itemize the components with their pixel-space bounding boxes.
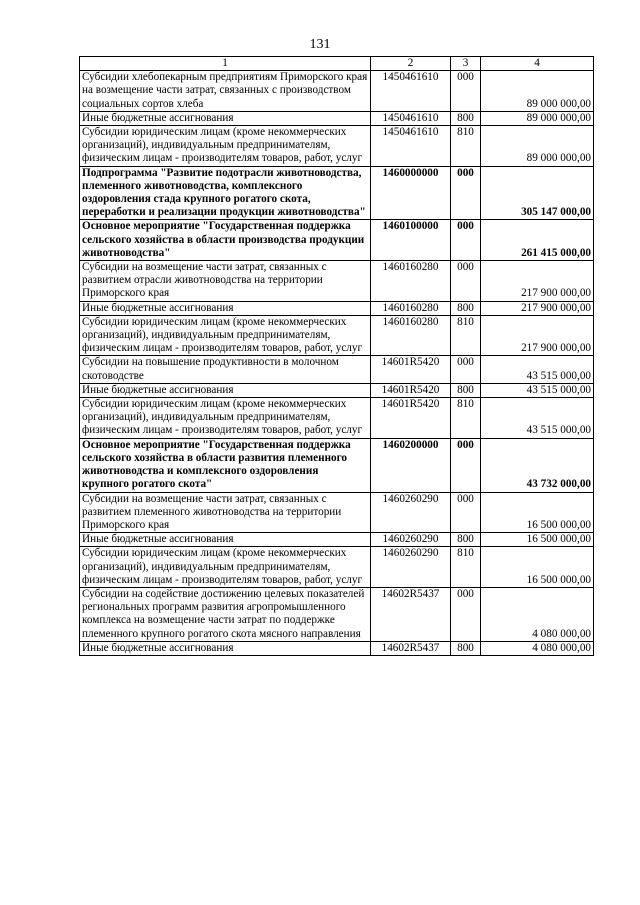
row-amount-cell: 43 515 000,00 xyxy=(481,356,594,383)
table-row xyxy=(80,438,594,492)
row-type-cell: 810 xyxy=(451,126,481,167)
row-amount-cell: 217 900 000,00 xyxy=(481,261,594,302)
row-name-cell: Иные бюджетные ассигнования xyxy=(80,383,371,397)
row-code-cell: 14601R5420 xyxy=(371,356,451,383)
row-name-cell: Субсидии юридическим лицам (кроме некоммерческих организаций), индивидуальным предпринимателям, физическим лицам - производителям товаров, работ, услуг xyxy=(80,126,371,167)
row-code-cell: 1460260290 xyxy=(371,533,451,547)
row-code-cell: 1460000000 xyxy=(371,166,451,220)
row-name-cell: Субсидии на повышение продуктивности в молочном скотоводстве xyxy=(80,356,371,383)
table-row xyxy=(80,587,594,641)
table-header-row xyxy=(80,57,594,71)
row-amount-cell: 261 415 000,00 xyxy=(481,220,594,261)
row-code-cell: 14601R5420 xyxy=(371,398,451,439)
column-header-2: 2 xyxy=(371,57,451,71)
row-type-cell: 800 xyxy=(451,533,481,547)
row-code-cell: 14601R5420 xyxy=(371,383,451,397)
row-amount-cell: 89 000 000,00 xyxy=(481,71,594,112)
table-row xyxy=(80,533,594,547)
row-name-cell: Субсидии юридическим лицам (кроме некоммерческих организаций), индивидуальным предпринимателям, физическим лицам - производителям товаров, работ, услуг xyxy=(80,315,371,356)
row-name-cell: Субсидии на содействие достижению целевых показателей региональных программ развития агропромышленного комплекса на возмещение части затрат по поддержке племенного крупного рогатого скота мясного направления xyxy=(80,587,371,641)
row-amount-cell: 217 900 000,00 xyxy=(481,315,594,356)
row-type-cell: 000 xyxy=(451,71,481,112)
table-row xyxy=(80,547,594,588)
table-row xyxy=(80,641,594,655)
row-type-cell: 000 xyxy=(451,220,481,261)
row-amount-cell: 217 900 000,00 xyxy=(481,301,594,315)
row-amount-cell: 43 515 000,00 xyxy=(481,383,594,397)
row-type-cell: 000 xyxy=(451,356,481,383)
table-row xyxy=(80,398,594,439)
row-code-cell: 1450461610 xyxy=(371,126,451,167)
row-code-cell: 1460200000 xyxy=(371,438,451,492)
table-row xyxy=(80,220,594,261)
row-type-cell: 000 xyxy=(451,438,481,492)
row-code-cell: 1460100000 xyxy=(371,220,451,261)
column-header-1: 1 xyxy=(80,57,371,71)
row-type-cell: 000 xyxy=(451,492,481,533)
row-amount-cell: 4 080 000,00 xyxy=(481,641,594,655)
row-amount-cell: 16 500 000,00 xyxy=(481,533,594,547)
table-row xyxy=(80,111,594,125)
row-code-cell: 1460260290 xyxy=(371,492,451,533)
table-row xyxy=(80,383,594,397)
row-type-cell: 800 xyxy=(451,383,481,397)
table-row xyxy=(80,126,594,167)
table-row xyxy=(80,166,594,220)
row-type-cell: 810 xyxy=(451,398,481,439)
row-name-cell: Субсидии юридическим лицам (кроме некоммерческих организаций), индивидуальным предпринимателям, физическим лицам - производителям товаров, работ, услуг xyxy=(80,398,371,439)
table-row xyxy=(80,492,594,533)
row-amount-cell: 89 000 000,00 xyxy=(481,111,594,125)
row-type-cell: 000 xyxy=(451,166,481,220)
table-row xyxy=(80,301,594,315)
row-name-cell: Основное мероприятие "Государственная поддержка сельского хозяйства в области развития племенного животноводства и комплексного оздоровления крупного рогатого скота" xyxy=(80,438,371,492)
column-header-4: 4 xyxy=(481,57,594,71)
table-row xyxy=(80,261,594,302)
column-header-3: 3 xyxy=(451,57,481,71)
row-type-cell: 800 xyxy=(451,111,481,125)
row-name-cell: Иные бюджетные ассигнования xyxy=(80,641,371,655)
row-code-cell: 1460160280 xyxy=(371,301,451,315)
row-name-cell: Подпрограмма "Развитие подотрасли животноводства, племенного животноводства, комплексного оздоровления стада крупного рогатого скота, переработки и реализации продукции животноводства" xyxy=(80,166,371,220)
row-code-cell: 1450461610 xyxy=(371,111,451,125)
row-amount-cell: 43 515 000,00 xyxy=(481,398,594,439)
row-type-cell: 000 xyxy=(451,587,481,641)
table-row xyxy=(80,356,594,383)
row-code-cell: 1460260290 xyxy=(371,547,451,588)
row-name-cell: Субсидии на возмещение части затрат, связанных с развитием племенного животноводства на территории Приморского края xyxy=(80,492,371,533)
row-amount-cell: 305 147 000,00 xyxy=(481,166,594,220)
row-name-cell: Иные бюджетные ассигнования xyxy=(80,533,371,547)
row-type-cell: 800 xyxy=(451,641,481,655)
row-type-cell: 000 xyxy=(451,261,481,302)
row-amount-cell: 43 732 000,00 xyxy=(481,438,594,492)
row-type-cell: 810 xyxy=(451,547,481,588)
budget-table xyxy=(79,56,594,656)
row-amount-cell: 89 000 000,00 xyxy=(481,126,594,167)
row-type-cell: 810 xyxy=(451,315,481,356)
row-amount-cell: 4 080 000,00 xyxy=(481,587,594,641)
page-number: 131 xyxy=(309,37,331,52)
row-code-cell: 1460160280 xyxy=(371,315,451,356)
row-name-cell: Иные бюджетные ассигнования xyxy=(80,111,371,125)
row-type-cell: 800 xyxy=(451,301,481,315)
table-row xyxy=(80,71,594,112)
row-amount-cell: 16 500 000,00 xyxy=(481,547,594,588)
table-row xyxy=(80,315,594,356)
row-name-cell: Иные бюджетные ассигнования xyxy=(80,301,371,315)
row-code-cell: 14602R5437 xyxy=(371,587,451,641)
row-code-cell: 14602R5437 xyxy=(371,641,451,655)
row-amount-cell: 16 500 000,00 xyxy=(481,492,594,533)
row-name-cell: Основное мероприятие "Государственная поддержка сельского хозяйства в области производства продукции животноводства" xyxy=(80,220,371,261)
row-name-cell: Субсидии юридическим лицам (кроме некоммерческих организаций), индивидуальным предпринимателям, физическим лицам - производителям товаров, работ, услуг xyxy=(80,547,371,588)
row-code-cell: 1460160280 xyxy=(371,261,451,302)
row-name-cell: Субсидии хлебопекарным предприятиям Приморского края на возмещение части затрат, связанных с производством социальных сортов хлеба xyxy=(80,71,371,112)
row-code-cell: 1450461610 xyxy=(371,71,451,112)
row-name-cell: Субсидии на возмещение части затрат, связанных с развитием отрасли животноводства на территории Приморского края xyxy=(80,261,371,302)
